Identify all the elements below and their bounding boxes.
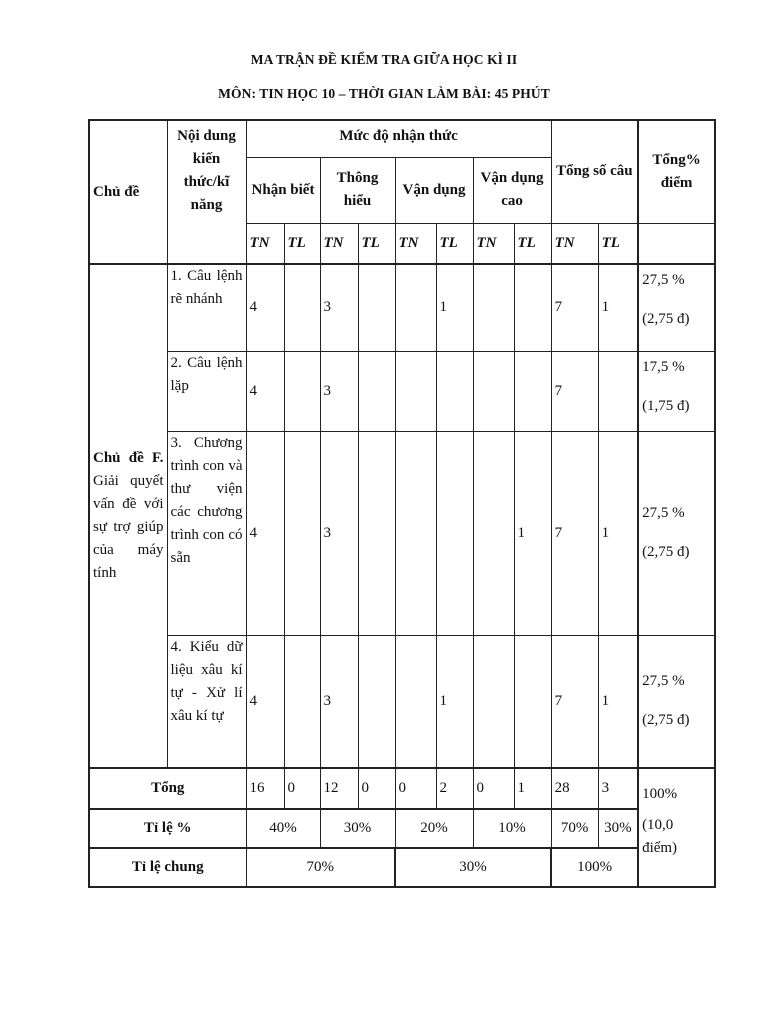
document-title: MA TRẬN ĐỀ KIỂM TRA GIỮA HỌC KÌ II bbox=[250, 52, 518, 67]
table-row bbox=[89, 264, 715, 351]
value-cell bbox=[473, 431, 514, 635]
topic-cell bbox=[89, 264, 167, 768]
value-cell: 4 bbox=[246, 264, 284, 351]
header-empty-cell bbox=[638, 223, 715, 264]
score-percent: 17,5 % bbox=[642, 358, 685, 375]
table-row bbox=[89, 431, 715, 635]
value-cell: 3 bbox=[320, 351, 358, 431]
value-cell: 7 bbox=[551, 351, 598, 431]
header-tn: TN bbox=[473, 223, 514, 264]
table-row bbox=[89, 635, 715, 768]
total-cell: 1 bbox=[514, 768, 551, 809]
total-cell: 0 bbox=[395, 768, 436, 809]
value-cell: 4 bbox=[246, 351, 284, 431]
score-percent: 27,5 % bbox=[642, 272, 685, 288]
score-points: (2,75 đ) bbox=[642, 712, 690, 729]
value-cell: 1 bbox=[436, 635, 473, 768]
value-cell: 7 bbox=[551, 431, 598, 635]
total-cell: 12 bbox=[320, 768, 358, 809]
header-tn: TN bbox=[246, 223, 284, 264]
value-cell bbox=[473, 264, 514, 351]
value-cell: 1 bbox=[598, 264, 638, 351]
overall-ratio-first: 70% bbox=[246, 848, 395, 887]
header-noi-dung: Nội dung kiến thức/kĩ năng bbox=[167, 120, 246, 264]
summary-points: (10,0 điểm) bbox=[642, 817, 678, 856]
score-cell bbox=[638, 264, 715, 351]
value-cell bbox=[284, 351, 320, 431]
header-tn: TN bbox=[395, 223, 436, 264]
value-cell: 3 bbox=[320, 635, 358, 768]
exam-matrix-table bbox=[88, 119, 716, 888]
value-cell bbox=[284, 431, 320, 635]
header-tn: TN bbox=[551, 223, 598, 264]
ratio-thong-hieu: 30% bbox=[320, 809, 395, 848]
value-cell bbox=[284, 264, 320, 351]
total-cell: 3 bbox=[598, 768, 638, 809]
total-cell: 2 bbox=[436, 768, 473, 809]
value-cell: 1 bbox=[598, 431, 638, 635]
content-cell: 4. Kiểu dữ liệu xâu kí tự - Xử lí xâu kí tự bbox=[167, 635, 246, 768]
header-van-dung: Vận dụng bbox=[395, 157, 473, 223]
header-tl: TL bbox=[514, 223, 551, 264]
value-cell: 1 bbox=[514, 431, 551, 635]
header-tl: TL bbox=[358, 223, 395, 264]
score-percent: 27,5 % bbox=[642, 673, 685, 690]
header-tong-so-cau: Tổng số câu bbox=[551, 120, 638, 223]
total-cell: 16 bbox=[246, 768, 284, 809]
value-cell: 1 bbox=[598, 635, 638, 768]
header-tl: TL bbox=[284, 223, 320, 264]
value-cell bbox=[598, 351, 638, 431]
total-cell: 28 bbox=[551, 768, 598, 809]
overall-ratio-row bbox=[89, 848, 715, 887]
header-van-dung-cao: Vận dụng cao bbox=[473, 157, 551, 223]
ratio-van-dung: 20% bbox=[395, 809, 473, 848]
value-cell: 1 bbox=[436, 264, 473, 351]
score-cell bbox=[638, 351, 715, 431]
score-cell bbox=[638, 635, 715, 768]
table-row bbox=[89, 351, 715, 431]
value-cell bbox=[358, 635, 395, 768]
value-cell bbox=[395, 635, 436, 768]
value-cell bbox=[395, 431, 436, 635]
header-thong-hieu: Thông hiểu bbox=[320, 157, 395, 223]
value-cell bbox=[284, 635, 320, 768]
topic-label-bold: Chủ đề F. bbox=[93, 450, 164, 466]
value-cell: 7 bbox=[551, 635, 598, 768]
header-tl: TL bbox=[436, 223, 473, 264]
value-cell bbox=[514, 264, 551, 351]
value-cell bbox=[514, 351, 551, 431]
score-points: (2,75 đ) bbox=[642, 544, 690, 560]
total-label: Tổng bbox=[89, 768, 246, 809]
total-row bbox=[89, 768, 715, 809]
total-cell: 0 bbox=[473, 768, 514, 809]
header-row-1 bbox=[89, 120, 715, 157]
ratio-label: Tỉ lệ % bbox=[89, 809, 246, 848]
value-cell: 4 bbox=[246, 431, 284, 635]
header-tong-phan-tram: Tổng% điểm bbox=[638, 120, 715, 223]
value-cell: 3 bbox=[320, 264, 358, 351]
ratio-tl: 30% bbox=[598, 809, 638, 848]
content-cell: 2. Câu lệnh lặp bbox=[167, 351, 246, 431]
value-cell bbox=[358, 351, 395, 431]
value-cell: 7 bbox=[551, 264, 598, 351]
value-cell bbox=[395, 264, 436, 351]
header-tn: TN bbox=[320, 223, 358, 264]
value-cell bbox=[395, 351, 436, 431]
document-subtitle: MÔN: TIN HỌC 10 – THỜI GIAN LÀM BÀI: 45 PHÚT bbox=[218, 86, 550, 101]
ratio-tn: 70% bbox=[551, 809, 598, 848]
summary-percent: 100% bbox=[642, 786, 678, 802]
value-cell bbox=[436, 351, 473, 431]
overall-ratio-second: 30% bbox=[395, 848, 551, 887]
score-points: (1,75 đ) bbox=[642, 397, 690, 414]
score-percent: 27,5 % bbox=[642, 505, 685, 521]
score-points: (2,75 đ) bbox=[642, 311, 690, 327]
value-cell bbox=[473, 635, 514, 768]
ratio-row bbox=[89, 809, 715, 848]
total-cell: 0 bbox=[358, 768, 395, 809]
value-cell bbox=[514, 635, 551, 768]
score-cell bbox=[638, 431, 715, 635]
header-tl: TL bbox=[598, 223, 638, 264]
content-cell: 3. Chương trình con và thư viện các chương trình con có sẵn bbox=[167, 431, 246, 635]
overall-ratio-total: 100% bbox=[551, 848, 638, 887]
header-chu-de: Chủ đề bbox=[89, 120, 167, 264]
value-cell bbox=[358, 431, 395, 635]
summary-cell bbox=[638, 768, 715, 887]
value-cell bbox=[358, 264, 395, 351]
header-nhan-biet: Nhận biết bbox=[246, 157, 320, 223]
total-cell: 0 bbox=[284, 768, 320, 809]
value-cell bbox=[473, 351, 514, 431]
value-cell: 3 bbox=[320, 431, 358, 635]
topic-label-rest: Giải quyết vấn đề với sự trợ giúp của máy tính bbox=[93, 473, 164, 581]
content-cell: 1. Câu lệnh rẽ nhánh bbox=[167, 264, 246, 351]
value-cell bbox=[436, 431, 473, 635]
value-cell: 4 bbox=[246, 635, 284, 768]
overall-ratio-label: Tỉ lệ chung bbox=[89, 848, 246, 887]
ratio-van-dung-cao: 10% bbox=[473, 809, 551, 848]
header-muc-do: Mức độ nhận thức bbox=[246, 120, 551, 157]
ratio-nhan-biet: 40% bbox=[246, 809, 320, 848]
